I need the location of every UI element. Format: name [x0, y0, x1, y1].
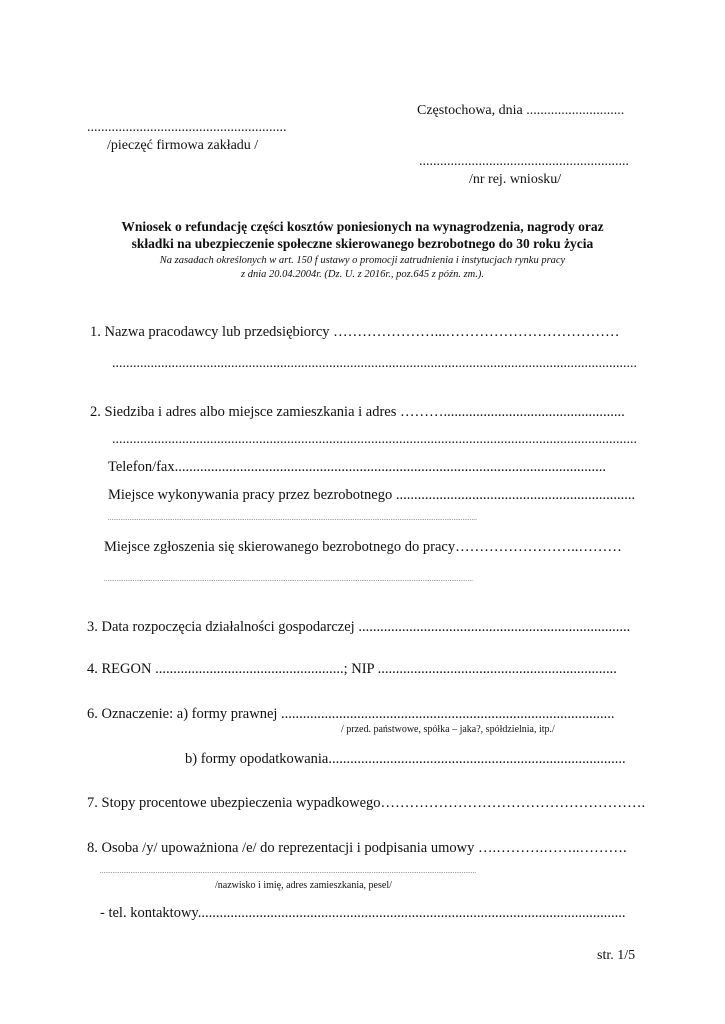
field-report-place-continuation: ............................................................................................................................................................................................................. — [104, 577, 473, 583]
stamp-label: /pieczęć firmowa zakładu / — [107, 138, 259, 153]
authorized-person-hint: /nazwisko i imię, adres zamieszkania, pesel/ — [215, 880, 392, 891]
field-report-place: Miejsce zgłoszenia się skierowanego bezrobotnego do pracy……………………..……… — [104, 539, 622, 555]
registration-dots: ............................................................ — [419, 154, 629, 169]
field-phone-fax: Telefon/fax....................................................................................................................... — [108, 459, 606, 475]
field-legal-form: 6. Oznaczenie: a) formy prawnej ............................................................................................ — [87, 706, 615, 722]
field-employer-name-continuation: ...................................................................................................................................................... — [112, 356, 637, 371]
city-date-field: Częstochowa, dnia ............................ — [417, 103, 625, 118]
field-workplace: Miejsce wykonywania pracy przez bezrobotnego .................................................................. — [108, 487, 636, 503]
field-business-start-date: 3. Data rozpoczęcia działalności gospodarczej ........................................................................... — [87, 619, 631, 635]
legal-form-hint: / przed. państwowe, spółka – jaka?, spółdzielnia, itp./ — [341, 724, 555, 735]
field-address-continuation: ...................................................................................................................................................... — [112, 432, 637, 447]
field-regon-nip: 4. REGON ....................................................; NIP .................................................................. — [87, 661, 617, 677]
page-number: str. 1/5 — [597, 948, 636, 963]
document-title-line2: składki na ubezpieczenie społeczne skierowanego bezrobotnego do 30 roku życia — [131, 236, 594, 251]
legal-basis-line1: Na zasadach określonych w art. 150 f ustawy o promocji zatrudnienia i instytucjach rynku pracy — [159, 255, 566, 266]
field-authorized-person-continuation: ................................................................................................................................................................................................................. — [100, 869, 477, 875]
field-accident-insurance-rate: 7. Stopy procentowe ubezpieczenia wypadkowego………………………………………………. — [87, 795, 646, 811]
field-authorized-person: 8. Osoba /y/ upoważniona /e/ do reprezentacji i podpisania umowy ….……….……..………. — [87, 840, 627, 856]
field-contact-phone: - tel. kontaktowy...................................................................................................................... — [100, 905, 626, 921]
stamp-dots: ......................................................... — [87, 120, 287, 135]
field-employer-name: 1. Nazwa pracodawcy lub przedsiębiorcy …………………...……………………………… — [90, 324, 620, 340]
registration-label: /nr rej. wniosku/ — [469, 172, 562, 187]
document-title-line1: Wniosek o refundację części kosztów poniesionych na wynagrodzenia, nagrody oraz — [121, 219, 604, 234]
field-workplace-continuation: ............................................................................................................................................................................................................. — [108, 516, 477, 522]
field-address: 2. Siedziba i adres albo miejsce zamieszkania i adres ……….................................................. — [90, 404, 625, 420]
field-tax-form: b) formy opodatkowania.................................................................................. — [185, 751, 626, 767]
legal-basis-line2: z dnia 20.04.2004r. (Dz. U. z 2016r., poz.645 z późn. zm.). — [241, 269, 484, 280]
